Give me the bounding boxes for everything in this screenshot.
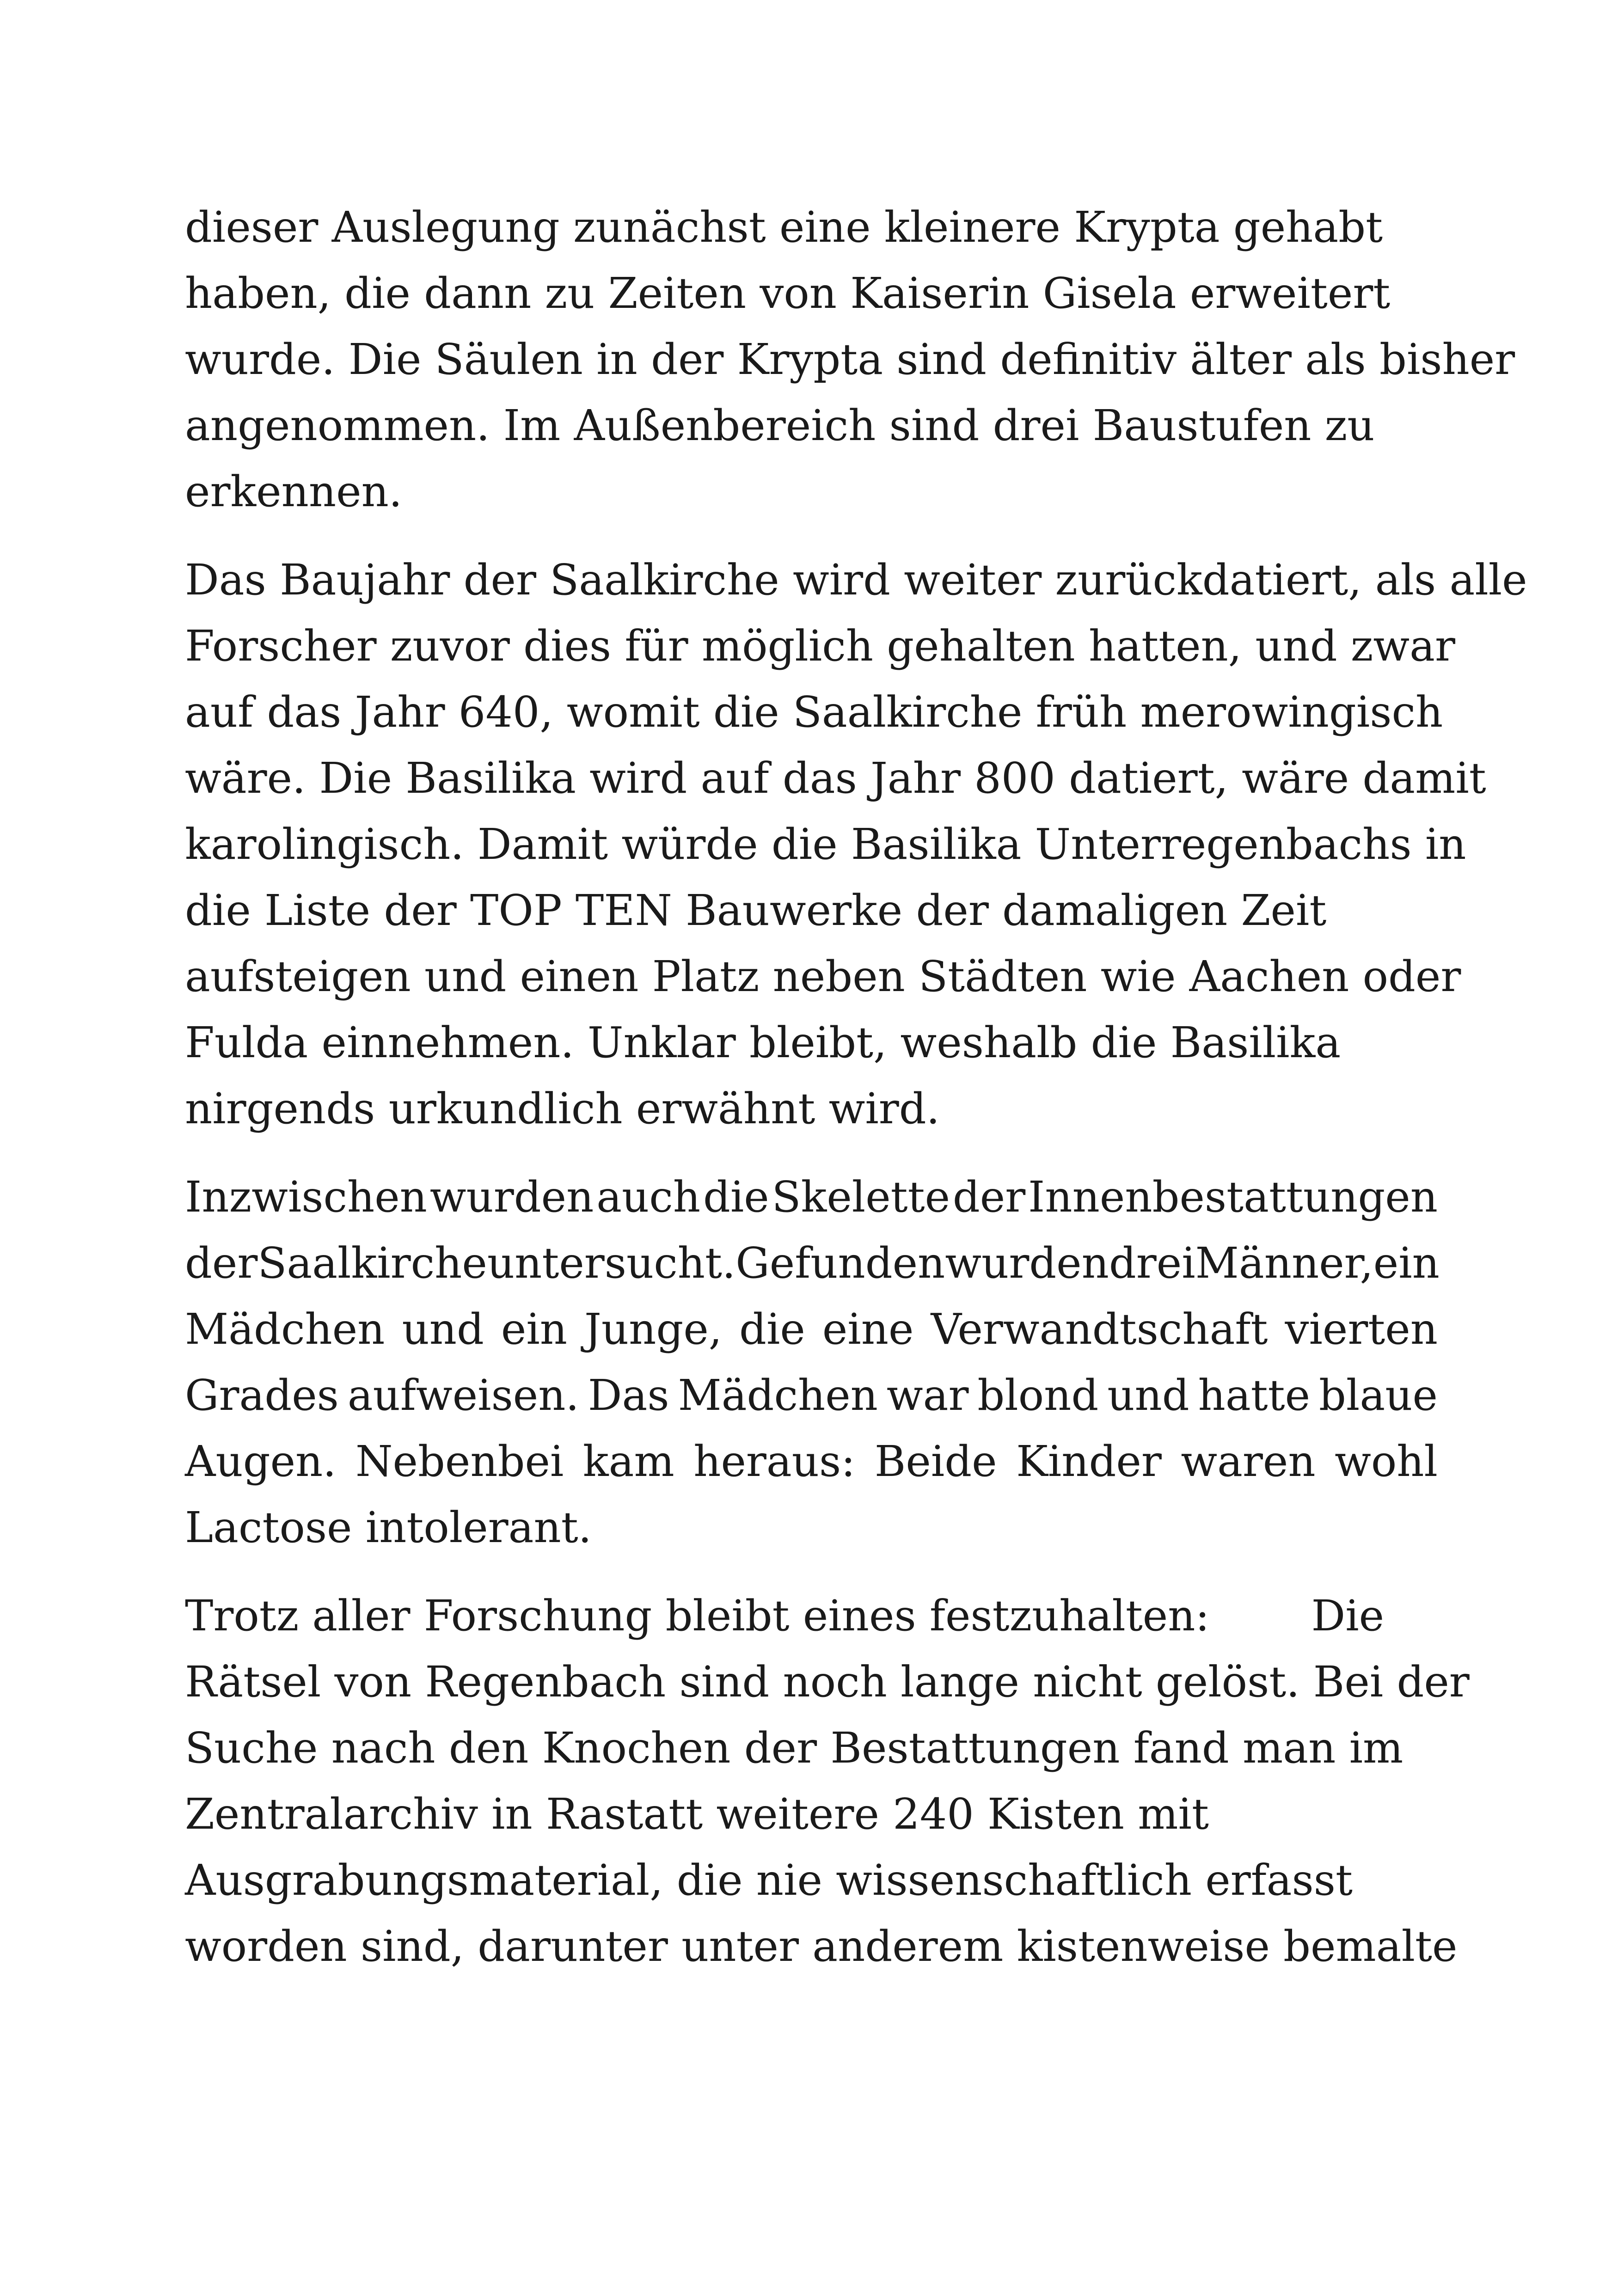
paragraph-3: [185, 1164, 1438, 1561]
word: Inzwischen: [185, 1172, 427, 1222]
word: war: [886, 1371, 969, 1420]
text-line: erkennen.: [185, 467, 403, 516]
text-line: dieser Auslegung zunächst eine kleinere Krypta gehabt: [185, 202, 1383, 252]
word: der: [185, 1238, 258, 1288]
word: ein: [1373, 1238, 1440, 1288]
word: Kinder: [1016, 1437, 1162, 1486]
text-line: Rätsel von Regenbach sind noch lange nicht gelöst. Bei der: [185, 1657, 1470, 1707]
word: wurden: [945, 1238, 1109, 1288]
text-segment: Trotz aller Forschung bleibt eines festzuhalten:: [185, 1591, 1210, 1641]
text-line: [185, 1362, 1438, 1428]
text-line: worden sind, darunter unter anderem kistenweise bemalte: [185, 1922, 1458, 1971]
word: vierten: [1285, 1304, 1438, 1354]
text-line: Lactose intolerant.: [185, 1503, 592, 1552]
text-line: Das Baujahr der Saalkirche wird weiter zurückdatiert, als alle: [185, 555, 1527, 605]
word: Grades: [185, 1371, 339, 1420]
word: heraus:: [693, 1437, 856, 1486]
text-segment: Die: [1311, 1591, 1385, 1641]
text-line: [185, 1296, 1438, 1362]
word: Saalkirche: [257, 1238, 487, 1288]
word: Verwandtschaft: [931, 1304, 1268, 1354]
word: Skelette: [772, 1172, 950, 1222]
word: ein: [501, 1304, 568, 1354]
paragraph-1: [185, 194, 1515, 525]
word: der: [952, 1172, 1026, 1222]
text-line: [185, 1230, 1438, 1296]
word: Junge,: [584, 1304, 723, 1354]
text-line: Ausgrabungsmaterial, die nie wissenschaftlich erfasst: [185, 1855, 1353, 1905]
word: Männer,: [1195, 1238, 1373, 1288]
text-line: Zentralarchiv in Rastatt weitere 240 Kisten mit: [185, 1789, 1209, 1839]
word: und: [1107, 1371, 1189, 1420]
word: waren: [1181, 1437, 1316, 1486]
text-line: Fulda einnehmen. Unklar bleibt, weshalb die Basilika: [185, 1018, 1341, 1067]
word: auch: [596, 1172, 701, 1222]
text-line: nirgends urkundlich erwähnt wird.: [185, 1084, 940, 1133]
word: wohl: [1335, 1437, 1438, 1486]
word: untersucht.: [487, 1238, 736, 1288]
word: Das: [588, 1371, 669, 1420]
text-line: die Liste der TOP TEN Bauwerke der damaligen Zeit: [185, 886, 1327, 935]
text-line: Suche nach den Knochen der Bestattungen fand man im: [185, 1723, 1403, 1773]
text-line: angenommen. Im Außenbereich sind drei Baustufen zu: [185, 401, 1375, 450]
word: kam: [582, 1437, 674, 1486]
paragraph-2: [185, 547, 1527, 1142]
paragraph-4: [185, 1583, 1470, 1979]
word: die: [739, 1304, 805, 1354]
word: blond: [977, 1371, 1099, 1420]
text-line: [185, 1583, 1438, 1649]
word: Mädchen: [185, 1304, 385, 1354]
word: hatte: [1198, 1371, 1311, 1420]
text-line: haben, die dann zu Zeiten von Kaiserin Gisela erweitert: [185, 269, 1391, 318]
word: Mädchen: [678, 1371, 878, 1420]
word: wurden: [429, 1172, 594, 1222]
text-line: aufsteigen und einen Platz neben Städten wie Aachen oder: [185, 952, 1461, 1001]
word: blaue: [1319, 1371, 1438, 1420]
word: drei: [1109, 1238, 1195, 1288]
text-line: wurde. Die Säulen in der Krypta sind definitiv älter als bisher: [185, 335, 1515, 384]
text-line: [185, 1164, 1438, 1230]
word: die: [703, 1172, 769, 1222]
word: eine: [822, 1304, 914, 1354]
text-line: wäre. Die Basilika wird auf das Jahr 800 datiert, wäre damit: [185, 753, 1486, 803]
word: aufweisen.: [347, 1371, 579, 1420]
word: Augen.: [185, 1437, 337, 1486]
text-line: [185, 1428, 1438, 1494]
text-line: karolingisch. Damit würde die Basilika Unterregenbachs in: [185, 820, 1466, 869]
word: und: [402, 1304, 484, 1354]
word: Beide: [874, 1437, 997, 1486]
text-line: Forscher zuvor dies für möglich gehalten hatten, und zwar: [185, 621, 1455, 671]
text-column: [185, 194, 1527, 2002]
text-line: auf das Jahr 640, womit die Saalkirche früh merowingisch: [185, 687, 1443, 737]
word: Innenbestattungen: [1028, 1172, 1438, 1222]
word: Nebenbei: [355, 1437, 564, 1486]
word: Gefunden: [735, 1238, 945, 1288]
